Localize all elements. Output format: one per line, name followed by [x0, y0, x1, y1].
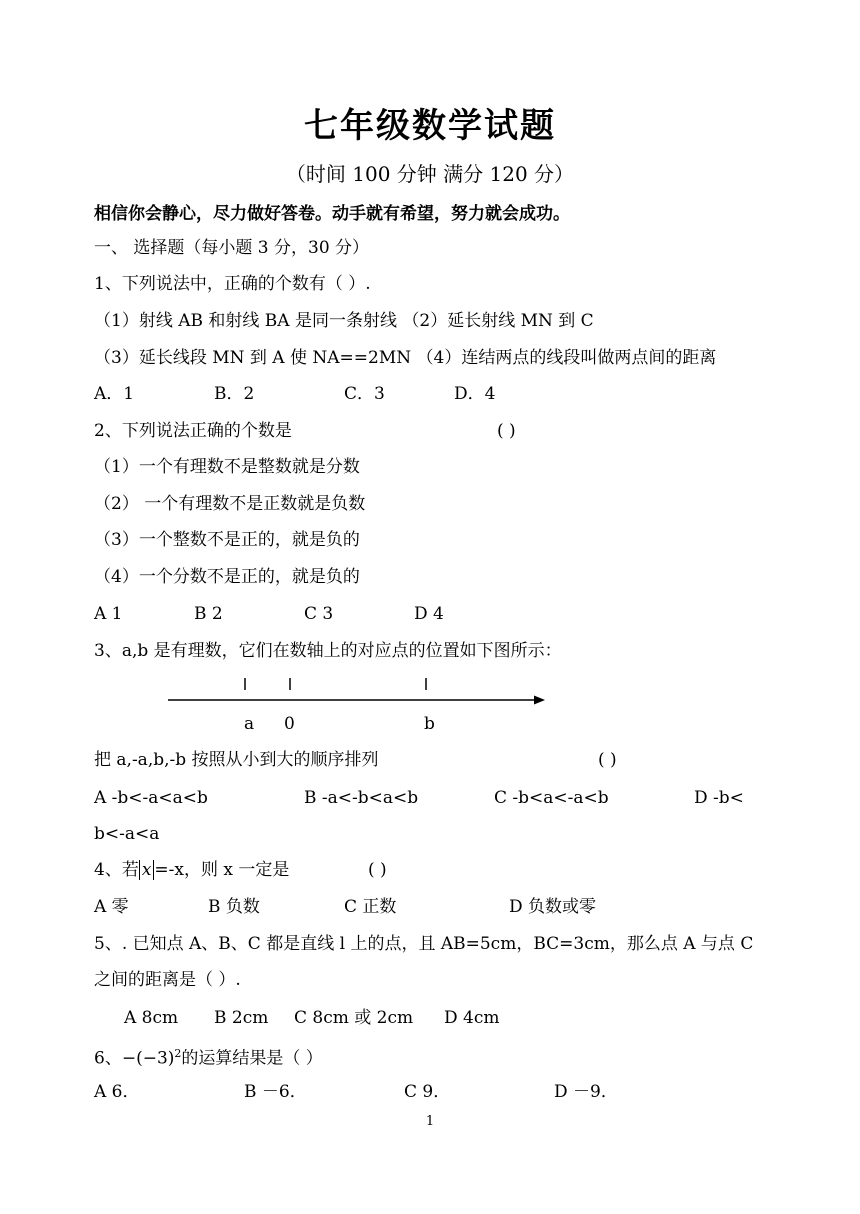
q2-item-4: （4）一个分数不是正的，就是负的	[94, 567, 360, 587]
q6-expression: −(−3)	[121, 1048, 175, 1069]
label-a: a	[244, 714, 255, 734]
q1-option-b: B．2	[214, 384, 255, 404]
q2-option-a: A 1	[94, 604, 123, 624]
q5-line1: 5、. 已知点 A、B、C 都是直线 l 上的点，且 AB=5cm，BC=3cm，那么点 A 与点 C	[94, 934, 754, 954]
q3-question: 把 a,-a,b,-b 按照从小到大的顺序排列	[94, 750, 379, 770]
q2-item-2: （2） 一个有理数不是正数就是负数	[94, 494, 366, 514]
q1-option-c: C．3	[344, 384, 385, 404]
q1-option-d: D．4	[454, 384, 496, 404]
label-b: b	[424, 714, 435, 734]
q6-option-c: C 9．	[404, 1082, 451, 1102]
q1-option-a: A．1	[94, 384, 135, 404]
page-number: 1	[425, 1114, 435, 1129]
q5-option-c: C 8cm 或 2cm	[294, 1008, 414, 1028]
label-zero: 0	[284, 714, 295, 734]
q4-answer-paren: ( )	[368, 860, 387, 880]
q6-option-b: B －6．	[244, 1082, 307, 1102]
section-heading: 一、 选择题（每小题 3 分，30 分）	[94, 238, 370, 258]
q6-prefix: 6、	[94, 1048, 122, 1069]
page-title: 七年级数学试题	[304, 106, 556, 146]
q3-stem: 3、a,b 是有理数，它们在数轴上的对应点的位置如下图所示：	[94, 641, 562, 661]
q4-stem-prefix: 4、若	[94, 860, 139, 880]
q5-option-d: D 4cm	[444, 1008, 500, 1028]
q3-option-a: A -b<-a<a<b	[94, 788, 208, 808]
q4-option-c: C 正数	[344, 897, 397, 917]
q2-answer-paren: ( )	[497, 421, 516, 441]
q2-item-1: （1）一个有理数不是整数就是分数	[94, 457, 360, 477]
q3-option-d-continued: b<-a<a	[94, 824, 160, 844]
q6-stem	[94, 1042, 323, 1071]
q6-exponent: 2	[174, 1047, 182, 1060]
q5-option-b: B 2cm	[214, 1008, 269, 1028]
q3-option-d: D -b<	[694, 788, 744, 808]
q3-option-b: B -a<-b<a<b	[304, 788, 419, 808]
q2-option-b: B 2	[194, 604, 223, 624]
q4-option-d: D 负数或零	[509, 897, 597, 917]
q5-line2: 之间的距离是（ ）.	[94, 970, 241, 990]
motto: 相信你会静心，尽力做好答卷。动手就有希望，努力就会成功。	[94, 204, 570, 224]
q1-stem: 1、下列说法中，正确的个数有（ ）.	[94, 274, 371, 294]
q4-option-a: A 零	[94, 897, 129, 917]
q4-stem	[94, 858, 289, 882]
q3-option-c: C -b<a<-a<b	[494, 788, 609, 808]
q1-line2: （3）延长线段 MN 到 A 使 NA==2MN （4）连结两点的线段叫做两点间的距离	[94, 348, 717, 368]
number-line-arrow-icon	[534, 696, 545, 705]
q2-item-3: （3）一个整数不是正的，就是负的	[94, 530, 360, 550]
q2-stem: 2、下列说法正确的个数是	[94, 421, 292, 441]
page-subtitle: （时间 100 分钟 满分 120 分）	[285, 162, 575, 186]
q5-option-a: A 8cm	[124, 1008, 179, 1028]
q1-line1: （1）射线 AB 和射线 BA 是同一条射线 （2）延长射线 MN 到 C	[94, 311, 594, 331]
q3-answer-paren: ( )	[598, 750, 617, 770]
q2-option-d: D 4	[414, 604, 444, 624]
q4-stem-suffix: =-x，则 x 一定是	[154, 860, 290, 880]
q6-option-a: A 6．	[94, 1082, 140, 1102]
q4-absolute-value: x	[139, 860, 155, 880]
q4-option-b: B 负数	[208, 897, 260, 917]
q6-option-d: D －9．	[554, 1082, 618, 1102]
q6-stem-suffix: 的运算结果是（ ）	[181, 1048, 323, 1069]
q2-option-c: C 3	[304, 604, 334, 624]
